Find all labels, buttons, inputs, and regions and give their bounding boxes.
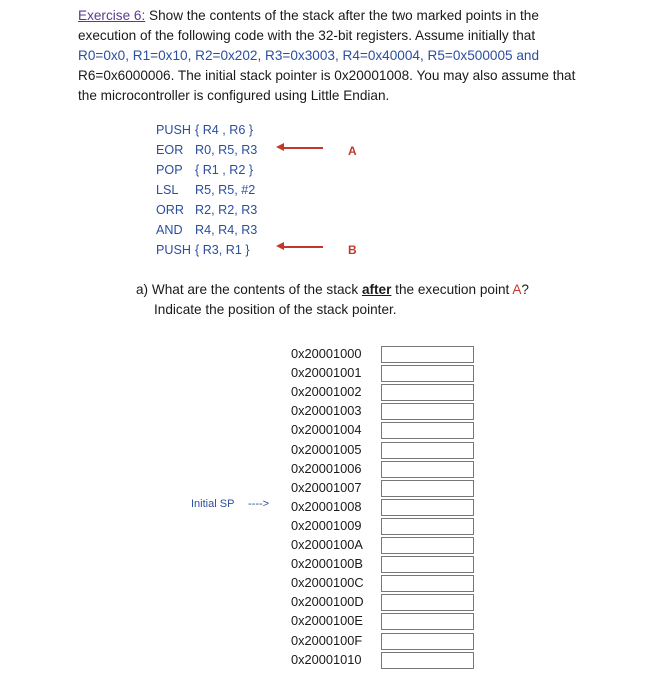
code-args: R0, R5, R3	[195, 143, 258, 157]
question-emphasis: after	[361, 282, 392, 297]
exercise-line-2: execution of the following code with the 32-bit registers. Assume initially that	[78, 28, 536, 43]
code-line-1	[156, 120, 253, 140]
stack-address: 0x2000100C	[291, 575, 364, 591]
code-line-5	[156, 200, 257, 220]
stack-address: 0x20001010	[291, 651, 362, 667]
question-part-2: the execution point	[391, 282, 513, 297]
exercise-title: Exercise 6:	[78, 8, 146, 23]
stack-value-cell[interactable]	[381, 537, 474, 554]
stack-value-cell[interactable]	[381, 633, 474, 650]
code-args: { R3, R1 }	[195, 243, 250, 257]
stack-value-cell[interactable]	[381, 403, 474, 420]
question-part-3: ?	[521, 282, 529, 297]
code-args: R5, R5, #2	[195, 183, 256, 197]
stack-address: 0x20001008	[291, 498, 362, 514]
exercise-line-3: R0=0x0, R1=0x10, R2=0x202, R3=0x3003, R4=0x40004, R5=0x500005 and	[78, 48, 540, 63]
code-line-6	[156, 220, 257, 240]
stack-value-cell[interactable]	[381, 613, 474, 630]
code-op: ORR	[156, 203, 184, 217]
stack-value-cell[interactable]	[381, 652, 474, 669]
exercise-line-5: the microcontroller is configured using Little Endian.	[78, 88, 390, 103]
marker-arrow-b	[283, 246, 323, 248]
stack-address: 0x20001009	[291, 517, 362, 533]
stack-value-cell[interactable]	[381, 384, 474, 401]
code-args: { R1 , R2 }	[195, 163, 254, 177]
code-args: { R4 , R6 }	[195, 123, 254, 137]
question-line-2: Indicate the position of the stack pointer.	[154, 302, 397, 317]
stack-address: 0x20001005	[291, 441, 362, 457]
stack-value-cell[interactable]	[381, 422, 474, 439]
stack-address: 0x20001007	[291, 479, 362, 495]
initial-sp-arrow: ---->	[248, 498, 270, 510]
code-args: R4, R4, R3	[195, 223, 258, 237]
code-op: POP	[156, 163, 183, 177]
question-prefix: a)	[136, 282, 149, 297]
stack-address: 0x20001003	[291, 403, 362, 419]
code-op: LSL	[156, 183, 179, 197]
exercise-text	[78, 6, 583, 106]
code-op: AND	[156, 223, 183, 237]
code-line-3	[156, 160, 253, 180]
stack-address: 0x2000100B	[291, 556, 363, 572]
stack-address: 0x2000100A	[291, 537, 363, 552]
stack-value-cell[interactable]	[381, 442, 474, 459]
stack-value-cell[interactable]	[381, 480, 474, 497]
marker-arrow-a	[283, 147, 323, 149]
stack-value-cell[interactable]	[381, 575, 474, 592]
code-line-7	[156, 240, 250, 260]
stack-address: 0x20001006	[291, 460, 362, 476]
code-op: PUSH	[156, 123, 191, 137]
code-args: R2, R2, R3	[195, 203, 258, 217]
stack-value-cell[interactable]	[381, 499, 474, 516]
stack-value-cell[interactable]	[381, 461, 474, 478]
code-line-4	[156, 180, 255, 200]
stack-address: 0x2000100E	[291, 613, 363, 629]
code-op: PUSH	[156, 243, 191, 257]
stack-value-cell[interactable]	[381, 365, 474, 382]
marker-a: A	[348, 144, 357, 158]
stack-address: 0x20001000	[291, 346, 362, 361]
code-op: EOR	[156, 143, 184, 157]
marker-b: B	[348, 243, 357, 257]
question-point: A	[512, 282, 522, 297]
initial-sp-label: Initial SP	[191, 498, 235, 510]
exercise-line-4: R6=0x6000006. The initial stack pointer is 0x20001008. You may also assume that	[78, 68, 576, 83]
stack-address: 0x20001004	[291, 422, 362, 438]
code-line-2	[156, 140, 257, 160]
stack-value-cell[interactable]	[381, 346, 474, 363]
stack-address: 0x20001001	[291, 365, 362, 381]
stack-address: 0x2000100D	[291, 594, 364, 610]
stack-value-cell[interactable]	[381, 518, 474, 535]
question-part-1: What are the contents of the stack	[148, 282, 362, 297]
stack-value-cell[interactable]	[381, 594, 474, 611]
stack-address: 0x20001002	[291, 384, 362, 400]
question-a	[136, 280, 586, 320]
exercise-line-1: Show the contents of the stack after the two marked points in the	[145, 8, 539, 23]
stack-value-cell[interactable]	[381, 556, 474, 573]
stack-address: 0x2000100F	[291, 632, 363, 648]
